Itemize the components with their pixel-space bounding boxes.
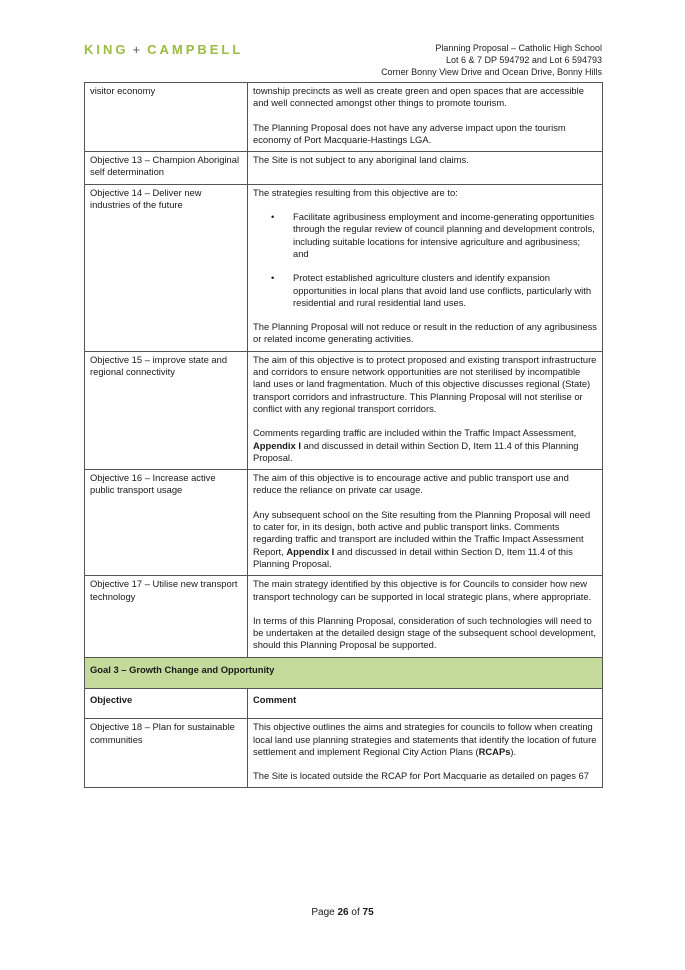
logo-word-king: KING (84, 42, 129, 57)
page-prefix: Page (311, 907, 338, 918)
objective-cell: Objective 15 – improve state and regional connectivity (85, 351, 248, 469)
comment-paragraph: In terms of this Planning Proposal, consideration of such technologies will need to be undertaken at the detailed design stage of the subsequent school development, should this Planning Proposal be supported. (253, 614, 596, 651)
objectives-table (84, 82, 603, 788)
text-run: ). (510, 745, 517, 757)
header-lot: Lot 6 & 7 DP 594792 and Lot 6 594793 (446, 55, 602, 65)
rcaps-abbreviation: RCAPs (478, 745, 511, 757)
comment-paragraph: township precincts as well as create green and open spaces that are accessible and well connected amongst other things to promote tourism. (253, 85, 584, 109)
comment-paragraph (253, 509, 597, 570)
logo-word-campbell: CAMPBELL (147, 42, 244, 57)
page-separator: of (348, 907, 363, 918)
list-item: • Protect established agriculture clusters and identify expansion opportunities in local plans that avoid land use conflicts, particularly with residential and rural residential land uses. (293, 272, 597, 309)
comment-paragraph (253, 427, 597, 464)
comment-cell (248, 184, 603, 351)
comment-paragraph: The strategies resulting from this objective are to: (253, 186, 458, 198)
objective-cell: Objective 16 – Increase active public transport usage (85, 470, 248, 576)
objective-cell: Objective 18 – Plan for sustainable communities (85, 719, 248, 788)
objective-cell: Objective 17 – Utilise new transport technology (85, 576, 248, 657)
comment-paragraph: The aim of this objective is to protect proposed and existing transport infrastructure and corridors to ensure network opportunities are not sterilised by incompatible land uses or land fragmentation. Much of this objective discusses regional (State) transport corridors and infrastructure. This Planning Proposal will not sterilise or conflict with any regional transport corridors. (253, 353, 597, 414)
company-logo (84, 42, 243, 57)
table-row (85, 351, 603, 469)
comment-paragraph: The main strategy identified by this objective is for Councils to consider how new transport technology can be supported in local strategic plans, where appropriate. (253, 578, 592, 602)
strategy-list (253, 211, 597, 309)
text-run: and discussed in detail within Section D, Item 11.4 of this Planning Proposal. (253, 439, 579, 463)
comment-cell (248, 152, 603, 185)
table-row (85, 83, 603, 152)
comment-paragraph: The Planning Proposal does not have any adverse impact upon the tourism economy of Port Macquarie-Hastings LGA. (253, 121, 566, 145)
comment-paragraph: The Planning Proposal will not reduce or result in the reduction of any agribusiness or related income generating activities. (253, 321, 597, 345)
table-row (85, 470, 603, 576)
text-run: and discussed in detail within Section D, Item 11.4 of this Planning Proposal. (253, 545, 573, 569)
text-run: Any subsequent school on the Site resulting from the Planning Proposal will need to cater for, in its design, both active and public transport links. Comments regarding traffic and transport are included within the Traffic Impact Assessment Report, (253, 508, 591, 557)
objective-cell: Objective 14 – Deliver new industries of the future (85, 184, 248, 351)
document-header (381, 42, 602, 78)
list-item: • Facilitate agribusiness employment and income-generating opportunities through the regular review of council planning and development controls, including suitable locations for intensive agriculture and agribusiness; and (293, 211, 597, 260)
table-row (85, 152, 603, 185)
page-number (0, 907, 685, 918)
comment-paragraph (253, 721, 597, 758)
table-row (85, 576, 603, 657)
comment-cell (248, 83, 603, 152)
text-run: This objective outlines the aims and strategies for councils to follow when creating local land use planning strategies and statements that identify the location of future settlement and implement Regional City Action Plans ( (253, 721, 597, 757)
comment-paragraph: The Site is located outside the RCAP for Port Macquarie as detailed on pages 67 (253, 770, 589, 782)
header-title: Planning Proposal – Catholic High School (435, 43, 602, 53)
objective-cell: visitor economy (85, 83, 248, 152)
goal-row (85, 657, 603, 688)
header-address: Corner Bonny View Drive and Ocean Drive, Bonny Hills (381, 67, 602, 77)
comment-paragraph: The aim of this objective is to encourage active and public transport use and reduce the reliance on private car usage. (253, 472, 569, 496)
total-pages: 75 (362, 907, 374, 918)
table-row (85, 184, 603, 351)
logo-plus: + (132, 42, 144, 57)
column-header-comment: Comment (248, 688, 603, 718)
column-header-row (85, 688, 603, 718)
comment-cell (248, 351, 603, 469)
table-row (85, 719, 603, 788)
comment-paragraph: The Site is not subject to any aboriginal land claims. (253, 154, 469, 166)
appendix-reference: Appendix I (286, 545, 335, 557)
column-header-objective: Objective (85, 688, 248, 718)
text-run: Comments regarding traffic are included within the Traffic Impact Assessment, (253, 427, 577, 439)
current-page: 26 (337, 907, 349, 918)
goal-heading: Goal 3 – Growth Change and Opportunity (85, 657, 603, 688)
comment-cell (248, 719, 603, 788)
comment-cell (248, 470, 603, 576)
comment-cell (248, 576, 603, 657)
appendix-reference: Appendix I (253, 439, 301, 451)
objective-cell: Objective 13 – Champion Aboriginal self determination (85, 152, 248, 185)
